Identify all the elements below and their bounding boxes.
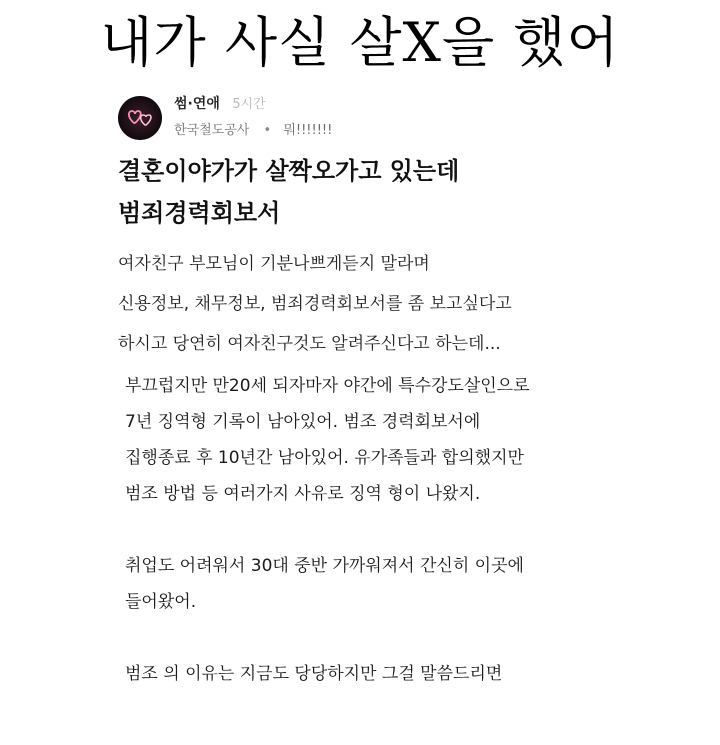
post-title-line: 결혼이야가가 살짝오가고 있는데 [118, 157, 460, 185]
post-time: 5시간 [232, 97, 266, 112]
post-meta-top [174, 94, 266, 115]
body-line: 들어왔어. [125, 592, 197, 612]
summary-line: 하시고 당연히 여자친구것도 알려주신다고 하는데... [118, 334, 501, 354]
author-company[interactable]: 한국철도공사 [174, 123, 250, 138]
body-line: 집행종료 후 10년간 남아있어. 유가족들과 합의했지만 [125, 448, 524, 468]
body-paragraph [125, 548, 705, 620]
post-meta-bottom [174, 121, 332, 141]
body-line: 범조 방법 등 여러가지 사유로 징역 형이 나왔지. [125, 484, 481, 504]
neon-hearts-avatar-icon[interactable] [118, 96, 162, 140]
body-paragraph [125, 656, 705, 692]
post-summary [118, 244, 698, 364]
post-body [125, 368, 705, 692]
body-line: 취업도 어려워서 30대 중반 가까워져서 간신히 이곳에 [125, 556, 524, 576]
body-paragraph [125, 368, 705, 512]
caption-banner: 내가 사실 살X을 했어 [100, 11, 620, 74]
body-line: 범조 의 이유는 지금도 당당하지만 그걸 말씀드리면 [125, 664, 503, 684]
body-line: 부끄럽지만 만20세 되자마자 야간에 특수강도살인으로 [125, 376, 530, 396]
category-label[interactable]: 썸·연애 [174, 96, 220, 112]
post-header [118, 94, 678, 150]
author-nickname[interactable]: 뭐!!!!!!! [283, 123, 333, 138]
separator-dot: • [263, 123, 272, 138]
post-title [118, 150, 678, 234]
summary-line: 신용정보, 채무정보, 범죄경력회보서를 좀 보고싶다고 [118, 294, 512, 314]
post-title-line: 범죄경력회보서 [118, 199, 281, 227]
body-line: 7년 징역형 기록이 남아있어. 범조 경력회보서에 [125, 412, 481, 432]
summary-line: 여자친구 부모님이 기분나쁘게듣지 말라며 [118, 254, 430, 274]
